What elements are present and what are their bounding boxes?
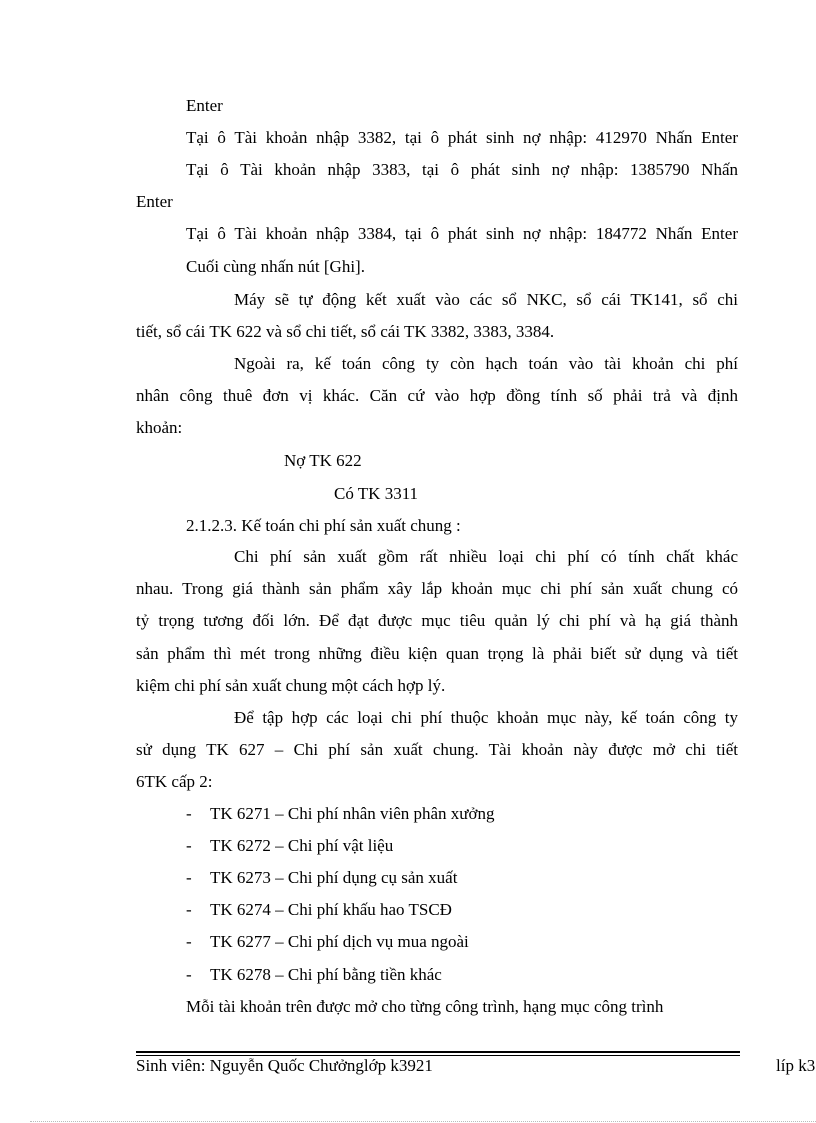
list-item-text: TK 6271 – Chi phí nhân viên phân xưởng — [210, 804, 495, 823]
para-line: 6TK cấp 2: — [136, 772, 213, 791]
footer-rule — [136, 1051, 740, 1053]
para-line: Enter — [186, 96, 223, 115]
para-line: Máy sẽ tự động kết xuất vào các sổ NKC, sổ cái TK141, sổ chi — [234, 290, 738, 309]
para-line: kiệm chi phí sản xuất chung một cách hợp lý. — [136, 676, 446, 695]
list-dash: - — [186, 836, 192, 855]
section-heading: 2.1.2.3. Kế toán chi phí sản xuất chung : — [186, 516, 461, 535]
para-line: Chi phí sản xuất gồm rất nhiều loại chi phí có tính chất khác — [234, 547, 738, 566]
para-line: Ngoài ra, kế toán công ty còn hạch toán vào tài khoản chi phí — [234, 354, 738, 373]
list-dash: - — [186, 932, 192, 951]
list-dash: - — [186, 900, 192, 919]
list-item-text: TK 6272 – Chi phí vật liệu — [210, 836, 394, 855]
para-line: sản phẩm thì mét trong những điều kiện quan trọng là phải biết sử dụng và tiết — [136, 644, 738, 663]
para-line: nhau. Trong giá thành sản phẩm xây lắp khoản mục chi phí sản xuất chung có — [136, 579, 738, 598]
para-line: Mỗi tài khoản trên được mở cho từng công trình, hạng mục công trình — [186, 997, 664, 1016]
para-line: Tại ô Tài khoản nhập 3382, tại ô phát sinh nợ nhập: 412970 Nhấn Enter — [186, 128, 738, 147]
list-item-text: TK 6277 – Chi phí dịch vụ mua ngoài — [210, 932, 469, 951]
para-line: tỷ trọng tương đối lớn. Để đạt được mục tiêu quản lý chi phí và hạ giá thành — [136, 611, 738, 630]
journal-debit: Nợ TK 622 — [284, 451, 362, 470]
journal-credit: Có TK 3311 — [334, 484, 419, 503]
para-line: Tại ô Tài khoản nhập 3383, tại ô phát sinh nợ nhập: 1385790 Nhấn — [186, 160, 738, 179]
list-dash: - — [186, 965, 192, 984]
para-line: Cuối cùng nhấn nút [Ghi]. — [186, 257, 365, 276]
list-item-text: TK 6273 – Chi phí dụng cụ sản xuất — [210, 868, 458, 887]
para-line: sử dụng TK 627 – Chi phí sản xuất chung. Tài khoản này được mở chi tiết — [136, 740, 738, 759]
list-dash: - — [186, 804, 192, 823]
para-line: Để tập hợp các loại chi phí thuộc khoản mục này, kế toán công ty — [234, 708, 738, 727]
list-item-text: TK 6278 – Chi phí bằng tiền khác — [210, 965, 442, 984]
para-line: Tại ô Tài khoản nhập 3384, tại ô phát sinh nợ nhập: 184772 Nhấn Enter — [186, 224, 738, 243]
para-line: Enter — [136, 192, 173, 211]
footer-class: líp k3 — [776, 1056, 816, 1075]
page-bottom-border — [30, 1121, 816, 1122]
list-item-text: TK 6274 – Chi phí khấu hao TSCĐ — [210, 900, 452, 919]
para-line: tiết, sổ cái TK 622 và sổ chi tiết, sổ cái TK 3382, 3383, 3384. — [136, 322, 555, 341]
list-dash: - — [186, 868, 192, 887]
para-line: khoản: — [136, 418, 183, 437]
footer-student: Sinh viên: Nguyễn Quốc Chưởnglớp k3921 — [136, 1056, 433, 1075]
para-line: nhân công thuê đơn vị khác. Căn cứ vào hợp đồng tính số phải trả và định — [136, 386, 738, 405]
